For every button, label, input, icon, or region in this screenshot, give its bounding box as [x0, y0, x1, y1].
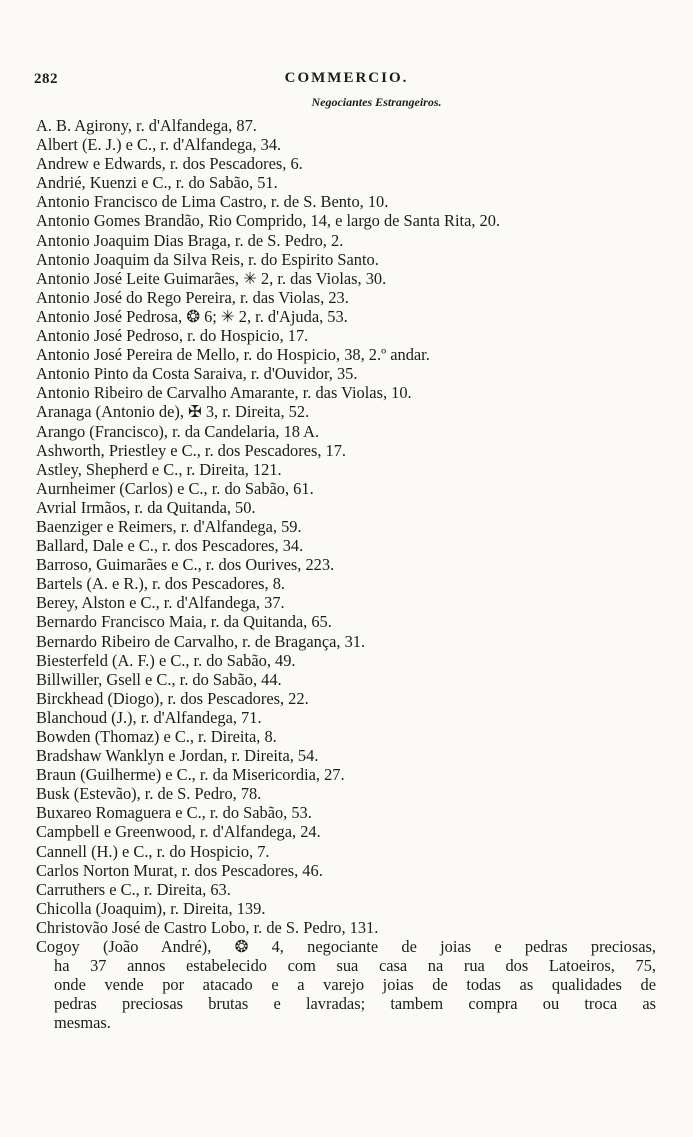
- directory-entry: Antonio Gomes Brandão, Rio Comprido, 14, e largo de Santa Rita, 20.: [36, 211, 501, 231]
- directory-entry: Bernardo Ribeiro de Carvalho, r. de Bragança, 31.: [36, 631, 366, 651]
- directory-entry: Antonio José Pereira de Mello, r. do Hospicio, 38, 2.º andar.: [36, 345, 430, 365]
- directory-list: [36, 116, 656, 1033]
- directory-entry: Berey, Alston e C., r. d'Alfandega, 37.: [36, 593, 285, 613]
- directory-entry: Bradshaw Wanklyn e Jordan, r. Direita, 54.: [36, 746, 319, 766]
- directory-entry: Antonio José Pedrosa, ❂ 6; ✳ 2, r. d'Ajuda, 53.: [36, 306, 348, 326]
- directory-entry: Blanchoud (J.), r. d'Alfandega, 71.: [36, 707, 262, 727]
- directory-entry: Braun (Guilherme) e C., r. da Misericordia, 27.: [36, 765, 345, 785]
- directory-entry: Andrié, Kuenzi e C., r. do Sabão, 51.: [36, 173, 278, 193]
- directory-entry: Cogoy (João André), ❂ 4, negociante de joias e pedras preciosas,: [36, 937, 656, 957]
- directory-entry: Astley, Shepherd e C., r. Direita, 121.: [36, 459, 282, 479]
- directory-entry: Campbell e Greenwood, r. d'Alfandega, 24.: [36, 822, 321, 842]
- directory-entry: Busk (Estevão), r. de S. Pedro, 78.: [36, 784, 262, 804]
- directory-entry-continuation: onde vende por atacado e a varejo joias de todas as qualidades de: [54, 975, 656, 995]
- directory-entry: Antonio José Pedroso, r. do Hospicio, 17.: [36, 326, 309, 346]
- directory-entry: Antonio José Leite Guimarães, ✳ 2, r. das Violas, 30.: [36, 268, 387, 288]
- directory-entry: Antonio Joaquim Dias Braga, r. de S. Pedro, 2.: [36, 230, 344, 250]
- directory-entry: Antonio Pinto da Costa Saraiva, r. d'Ouvidor, 35.: [36, 364, 358, 384]
- directory-entry: Baenziger e Reimers, r. d'Alfandega, 59.: [36, 516, 302, 536]
- directory-entry: Bowden (Thomaz) e C., r. Direita, 8.: [36, 727, 277, 746]
- directory-entry: Andrew e Edwards, r. dos Pescadores, 6.: [36, 154, 303, 174]
- directory-entry-continuation: mesmas.: [54, 1013, 111, 1033]
- directory-entry: Chicolla (Joaquim), r. Direita, 139.: [36, 898, 266, 918]
- directory-entry: Ashworth, Priestley e C., r. dos Pescadores, 17.: [36, 440, 347, 460]
- directory-entry: Antonio Joaquim da Silva Reis, r. do Espirito Santo.: [36, 249, 379, 269]
- directory-entry: Ballard, Dale e C., r. dos Pescadores, 34.: [36, 536, 304, 556]
- directory-entry: Bernardo Francisco Maia, r. da Quitanda, 65.: [36, 612, 332, 632]
- directory-entry: Albert (E. J.) e C., r. d'Alfandega, 34.: [36, 135, 282, 155]
- directory-entry: Aurnheimer (Carlos) e C., r. do Sabão, 61.: [36, 478, 314, 498]
- running-head: COMMERCIO.: [284, 70, 409, 86]
- directory-entry: Aranaga (Antonio de), ✠ 3, r. Direita, 52.: [36, 402, 310, 422]
- directory-entry-continuation: ha 37 annos estabelecido com sua casa na rua dos Latoeiros, 75,: [54, 956, 656, 976]
- directory-entry: Barroso, Guimarães e C., r. dos Ourives, 223.: [36, 555, 335, 575]
- directory-entry: Christovão José de Castro Lobo, r. de S. Pedro, 131.: [36, 917, 379, 937]
- page-number: 282: [34, 71, 58, 87]
- directory-entry: Antonio Ribeiro de Carvalho Amarante, r. das Violas, 10.: [36, 383, 412, 403]
- directory-entry: Bartels (A. e R.), r. dos Pescadores, 8.: [36, 574, 285, 594]
- directory-entry: Buxareo Romaguera e C., r. do Sabão, 53.: [36, 803, 312, 823]
- directory-entry: Biesterfeld (A. F.) e C., r. do Sabão, 49.: [36, 650, 296, 670]
- directory-entry: A. B. Agirony, r. d'Alfandega, 87.: [36, 116, 257, 135]
- directory-entry: Billwiller, Gsell e C., r. do Sabão, 44.: [36, 669, 282, 689]
- directory-entry: Birckhead (Diogo), r. dos Pescadores, 22.: [36, 688, 309, 708]
- directory-entry: Cannell (H.) e C., r. do Hospicio, 7.: [36, 841, 270, 861]
- directory-entry-continuation: pedras preciosas brutas e lavradas; tambem compra ou troca as: [54, 994, 656, 1014]
- directory-entry: Arango (Francisco), r. da Candelaria, 18 A.: [36, 421, 320, 441]
- directory-entry: Antonio Francisco de Lima Castro, r. de S. Bento, 10.: [36, 192, 389, 212]
- directory-entry: Avrial Irmãos, r. da Quitanda, 50.: [36, 497, 256, 517]
- directory-entry: Antonio José do Rego Pereira, r. das Violas, 23.: [36, 287, 349, 307]
- directory-entry: Carlos Norton Murat, r. dos Pescadores, 46.: [36, 860, 323, 880]
- directory-entry: Carruthers e C., r. Direita, 63.: [36, 879, 231, 899]
- section-title: Negociantes Estrangeiros.: [311, 95, 442, 109]
